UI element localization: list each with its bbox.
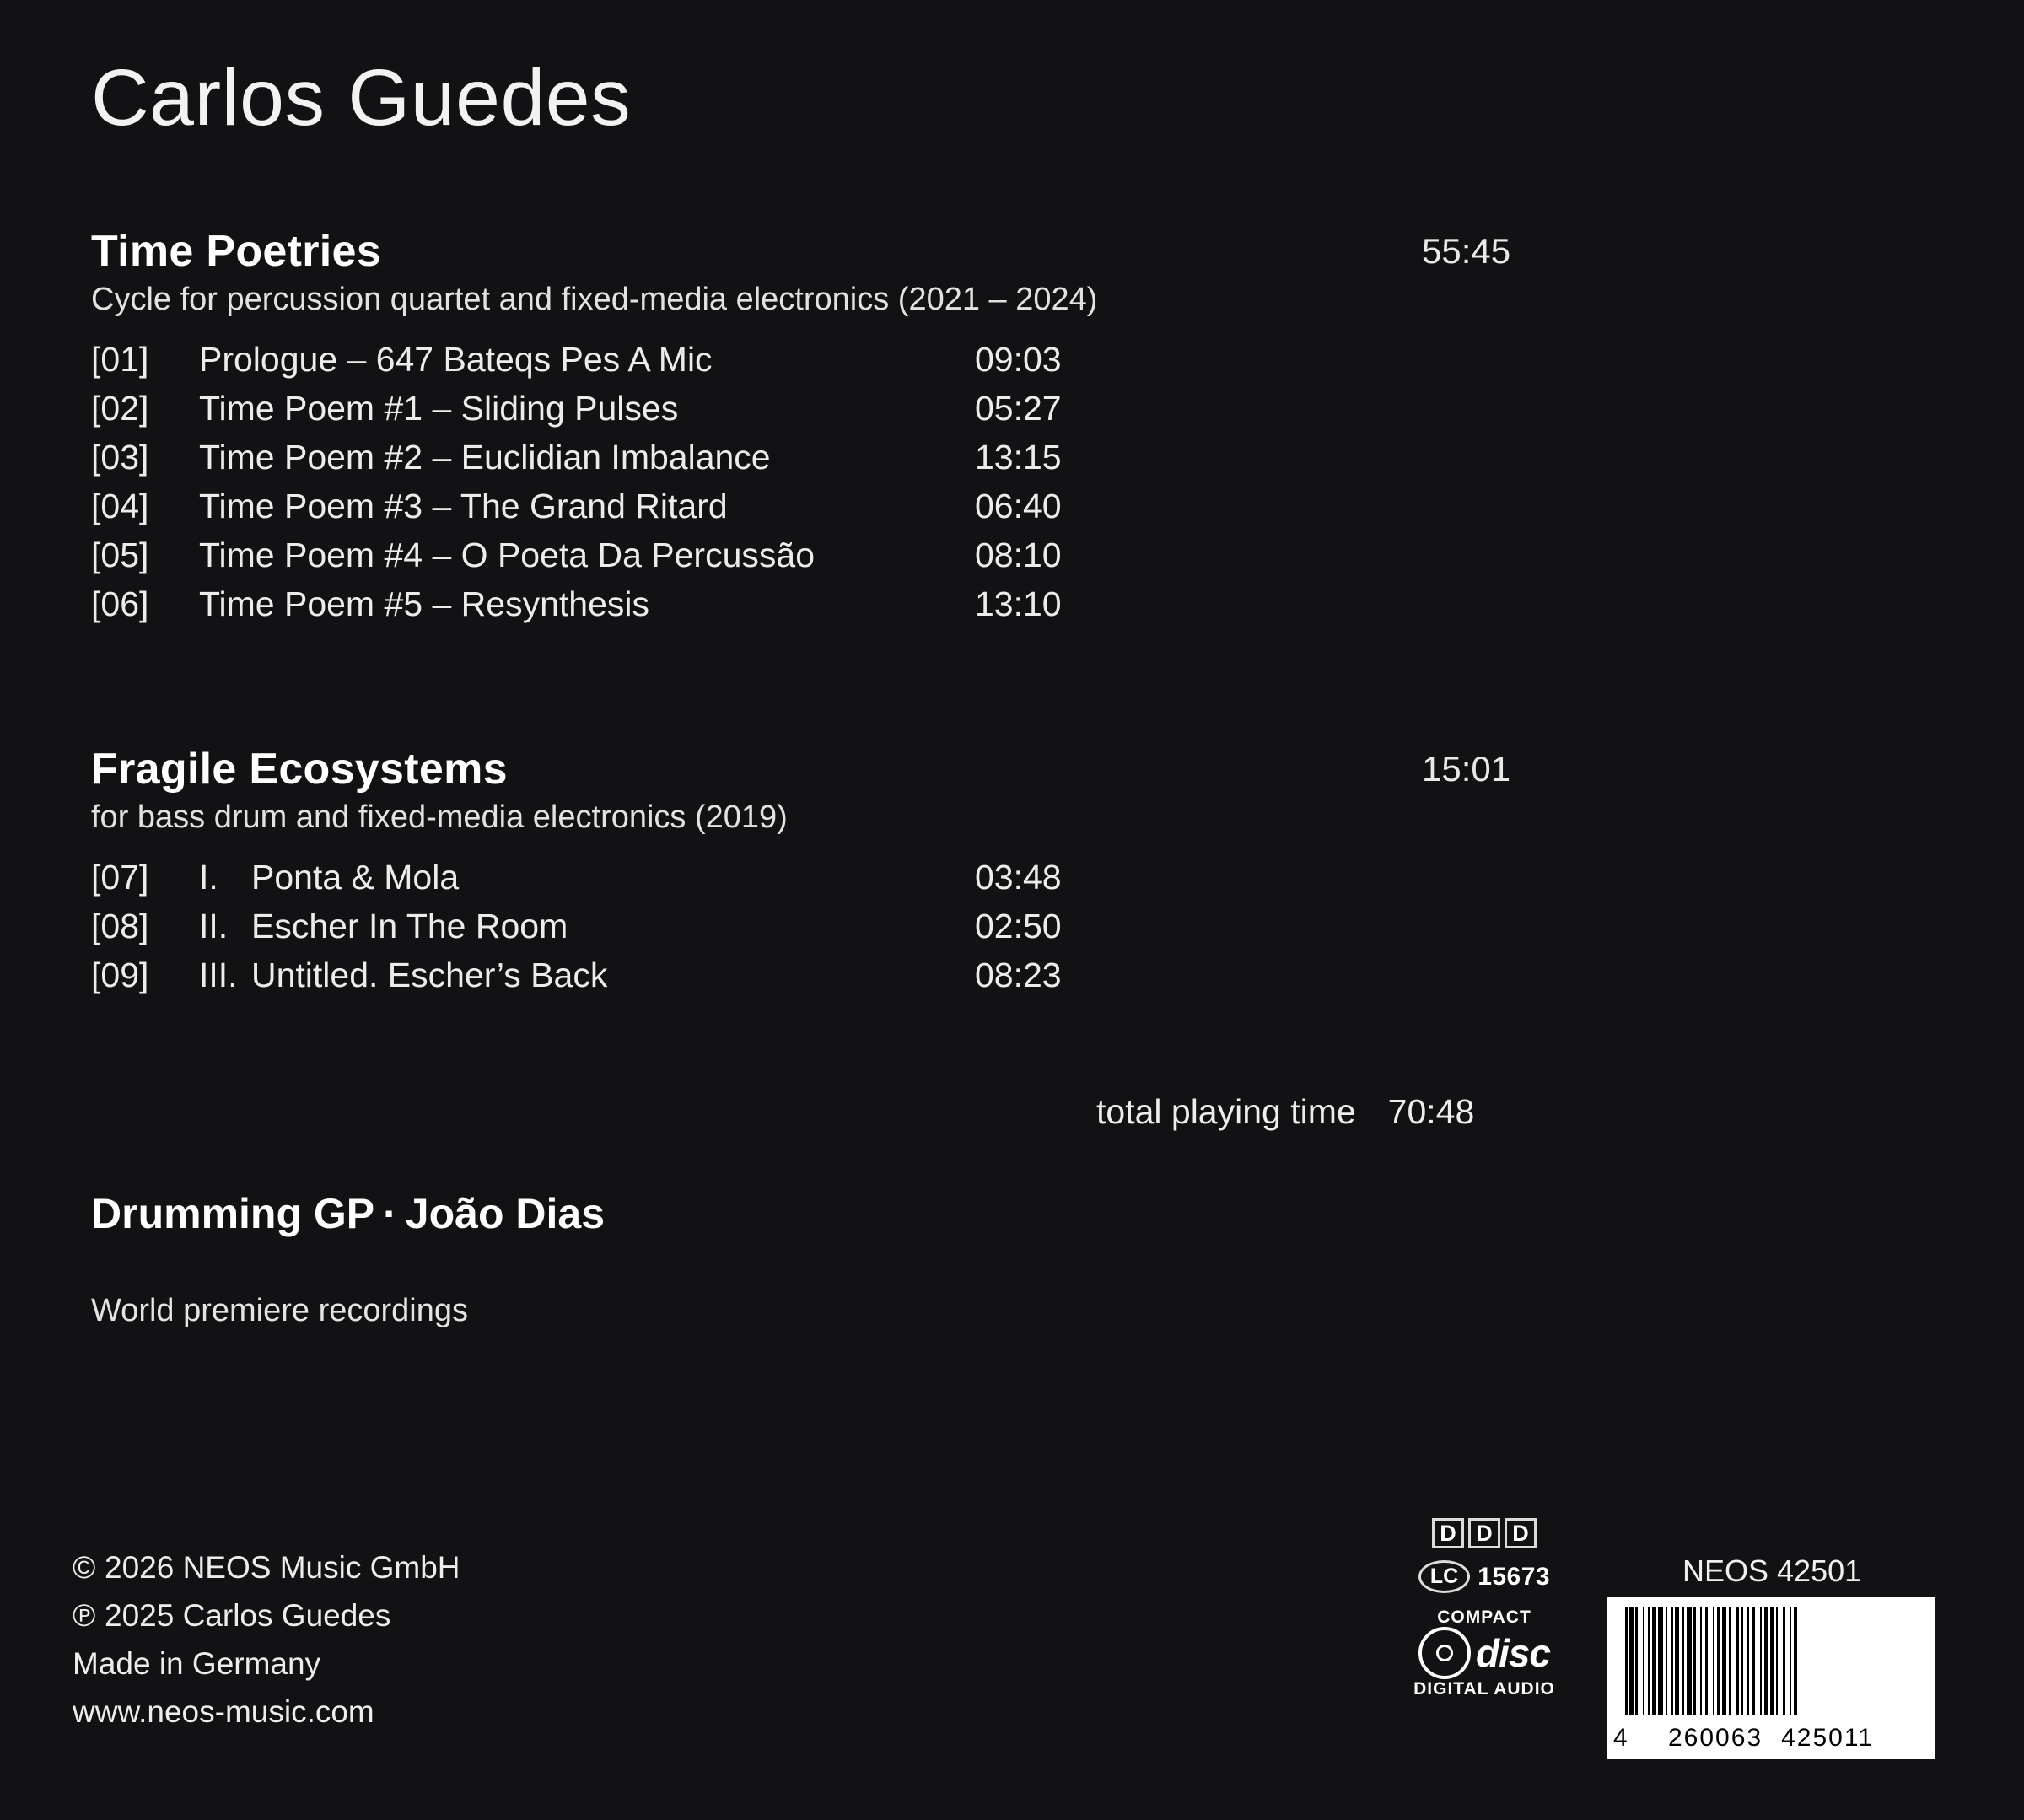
track-row (91, 907, 1904, 956)
lc-icon: LC (1418, 1560, 1470, 1593)
barcode-group-2: 425011 (1781, 1724, 1874, 1752)
total-playing-time (1096, 1092, 1474, 1132)
phonogram-icon: ℗ (73, 1598, 96, 1633)
track-title: Ponta & Mola (251, 858, 460, 897)
track-duration: 13:15 (975, 438, 1062, 477)
track-duration: 03:48 (975, 858, 1062, 897)
performer-separator: · (383, 1190, 397, 1237)
track-title: Time Poem #1 – Sliding Pulses (199, 389, 679, 428)
work-duration: 15:01 (1422, 749, 1511, 789)
track-movement-number: III. (199, 956, 238, 994)
work-subtitle: Cycle for percussion quartet and fixed-media electronics (2021 – 2024) (91, 282, 1098, 317)
track-number: [09] (91, 956, 149, 994)
track-row (91, 956, 1904, 1004)
track-row (91, 584, 1904, 633)
work-time-poetries (91, 226, 1904, 633)
track-row (91, 389, 1904, 438)
track-movement-number: I. (199, 858, 218, 897)
ddd-letter: D (1505, 1518, 1537, 1548)
work-title: Fragile Ecosystems (91, 745, 508, 794)
track-number: [03] (91, 438, 149, 477)
barcode-bars (1625, 1607, 1925, 1715)
phonogram-line (73, 1591, 460, 1640)
track-row (91, 536, 1904, 584)
track-number: [02] (91, 389, 149, 428)
barcode-lead-digit: 4 (1613, 1724, 1629, 1752)
track-duration: 09:03 (975, 340, 1062, 379)
track-number: [05] (91, 536, 149, 574)
track-row (91, 438, 1904, 487)
track-title: Time Poem #4 – O Poeta Da Percussão (199, 536, 815, 574)
track-movement-number: II. (199, 907, 229, 945)
track-list (91, 858, 1904, 1004)
work-header (91, 744, 1904, 805)
track-number: [07] (91, 858, 149, 897)
compact-disc-top-text: COMPACT (1437, 1607, 1531, 1627)
barcode-digits (1607, 1724, 1935, 1753)
format-logos (1396, 1518, 1573, 1699)
premiere-note: World premiere recordings (91, 1293, 469, 1328)
ensemble-name: Drumming GP (91, 1190, 375, 1237)
compact-disc-bottom-text: DIGITAL AUDIO (1413, 1679, 1555, 1699)
work-header (91, 226, 1904, 287)
phonogram-text: 2025 Carlos Guedes (105, 1598, 391, 1633)
compact-disc-wordmark (1396, 1627, 1573, 1679)
track-duration: 05:27 (975, 389, 1062, 428)
ddd-letter: D (1432, 1518, 1464, 1548)
copyright-line (73, 1543, 460, 1591)
ddd-letter: D (1468, 1518, 1500, 1548)
copyright-text: 2026 NEOS Music GmbH (105, 1550, 460, 1585)
work-duration: 55:45 (1422, 231, 1511, 271)
compact-disc-word: disc (1475, 1631, 1551, 1675)
disc-icon (1418, 1627, 1471, 1679)
website-line[interactable]: www.neos-music.com (73, 1694, 374, 1729)
total-playing-time-label: total playing time (1096, 1092, 1356, 1131)
soloist-name: João Dias (405, 1190, 606, 1237)
footer-legal (73, 1543, 460, 1736)
work-subtitle: for bass drum and fixed-media electronics (2019) (91, 800, 788, 835)
track-duration: 08:10 (975, 536, 1062, 574)
track-number: [06] (91, 584, 149, 623)
track-row (91, 340, 1904, 389)
track-title: Untitled. Escher’s Back (251, 956, 608, 994)
barcode (1607, 1597, 1935, 1759)
compact-disc-logo (1396, 1608, 1573, 1699)
work-title: Time Poetries (91, 227, 381, 276)
track-row (91, 487, 1904, 536)
ddd-logo (1396, 1518, 1573, 1548)
performers (91, 1189, 605, 1238)
track-title: Time Poem #2 – Euclidian Imbalance (199, 438, 771, 477)
track-duration: 02:50 (975, 907, 1062, 945)
catalog-number: NEOS 42501 (1682, 1553, 1862, 1588)
track-duration: 06:40 (975, 487, 1062, 525)
track-number: [04] (91, 487, 149, 525)
barcode-group-1: 260063 (1668, 1724, 1763, 1752)
track-title: Time Poem #5 – Resynthesis (199, 584, 649, 623)
track-title: Prologue – 647 Bateqs Pes A Mic (199, 340, 713, 379)
lc-number: 15673 (1478, 1562, 1551, 1591)
track-duration: 08:23 (975, 956, 1062, 994)
artist-name: Carlos Guedes (91, 53, 632, 143)
total-playing-time-value: 70:48 (1387, 1092, 1475, 1131)
label-code (1396, 1560, 1573, 1593)
track-number: [08] (91, 907, 149, 945)
track-duration: 13:10 (975, 584, 1062, 623)
track-title: Time Poem #3 – The Grand Ritard (199, 487, 728, 525)
track-list (91, 340, 1904, 633)
track-title: Escher In The Room (251, 907, 568, 945)
work-fragile-ecosystems (91, 744, 1904, 1004)
made-in-line: Made in Germany (73, 1646, 321, 1681)
copyright-icon: © (73, 1550, 96, 1585)
track-number: [01] (91, 340, 149, 379)
track-row (91, 858, 1904, 907)
